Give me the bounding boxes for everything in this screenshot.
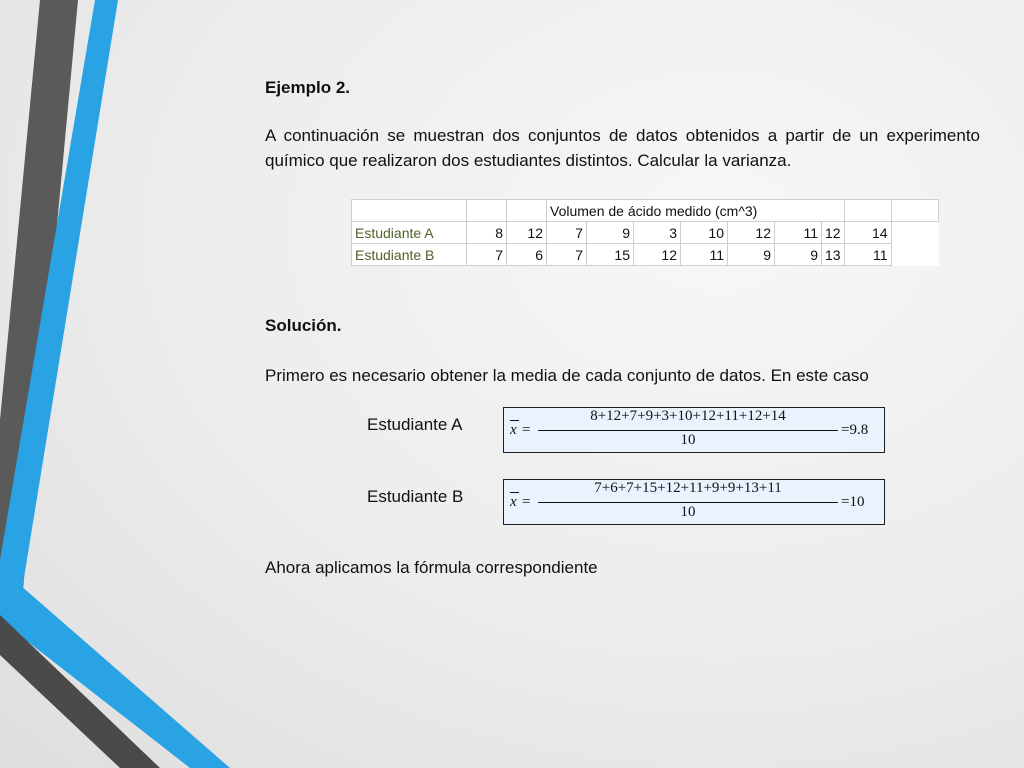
formula-student-b [503, 479, 885, 525]
table-cell: 11 [775, 222, 822, 244]
formula-numerator: 8+12+7+9+3+10+12+11+12+14 [590, 408, 786, 424]
mean-symbol: x [510, 422, 517, 439]
solution-text: Primero es necesario obtener la media de cada conjunto de datos. En este caso [265, 366, 869, 385]
table-cell: 11 [844, 244, 891, 266]
table-cell: 12 [507, 222, 547, 244]
formula-denominator: 10 [680, 432, 696, 448]
table-cell: 9 [728, 244, 775, 266]
table-cell: 13 [822, 244, 845, 266]
table-header-row [352, 200, 939, 222]
table-cell: 10 [681, 222, 728, 244]
data-table [351, 199, 939, 266]
mean-symbol: x [510, 494, 517, 511]
table-cell: 7 [467, 244, 507, 266]
row-label: Estudiante B [352, 244, 467, 266]
intro-paragraph: A continuación se muestran dos conjuntos de datos obtenidos a partir de un experimento químico que realizaron dos estudiantes distintos. Calcular la varianza. [265, 126, 980, 170]
table-cell: 6 [507, 244, 547, 266]
table-cell: 12 [728, 222, 775, 244]
closing-text: Ahora aplicamos la fórmula correspondiente [265, 558, 598, 577]
row-label: Estudiante A [352, 222, 467, 244]
formula-numerator: 7+6+7+15+12+11+9+9+13+11 [594, 480, 782, 496]
table-row [352, 244, 939, 266]
table-row [352, 222, 939, 244]
example-heading: Ejemplo 2. [265, 78, 351, 97]
table-cell: 9 [775, 244, 822, 266]
table-cell: 11 [681, 244, 728, 266]
table-cell: 3 [634, 222, 681, 244]
table-cell: 15 [587, 244, 634, 266]
formula-student-a [503, 407, 885, 453]
formula-denominator: 10 [680, 504, 696, 520]
table-cell: 12 [634, 244, 681, 266]
table-cell: 7 [547, 222, 587, 244]
formula-result: =9.8 [841, 422, 869, 438]
table-cell: 7 [547, 244, 587, 266]
equals-sign: = [522, 494, 531, 510]
student-b-label: Estudiante B [367, 487, 464, 506]
table-cell: 12 [822, 222, 845, 244]
solution-heading: Solución. [265, 316, 342, 335]
table-cell: 8 [467, 222, 507, 244]
student-a-label: Estudiante A [367, 415, 463, 434]
table-cell: 14 [844, 222, 891, 244]
equals-sign: = [522, 422, 531, 438]
fraction-line [538, 502, 838, 503]
formula-result: =10 [841, 494, 865, 510]
fraction-line [538, 430, 838, 431]
table-cell: 9 [587, 222, 634, 244]
table-header: Volumen de ácido medido (cm^3) [547, 200, 845, 222]
